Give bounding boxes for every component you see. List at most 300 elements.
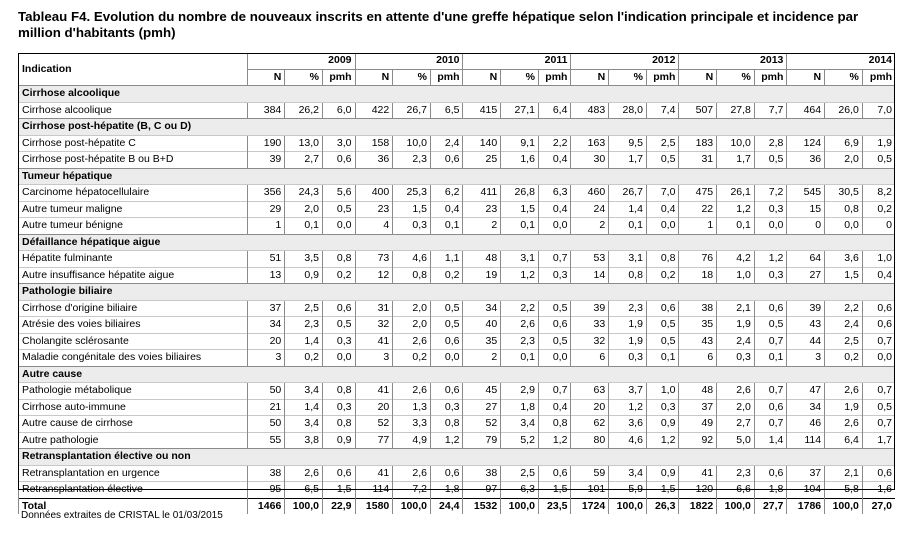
table-cell: 464	[787, 102, 825, 119]
table-cell: 45	[463, 383, 501, 400]
table-cell: 3,6	[609, 416, 647, 433]
total-cell: 1580	[355, 498, 393, 514]
table-cell: 2,3	[285, 317, 323, 334]
table-cell: 0,0	[862, 350, 895, 367]
table-cell: 2	[463, 350, 501, 367]
table-cell: 1,8	[754, 482, 787, 499]
table-cell: 0,5	[430, 300, 463, 317]
table-cell: 0,2	[646, 267, 679, 284]
table-cell: 0,6	[430, 152, 463, 169]
table-cell: 0,7	[862, 333, 895, 350]
table-cell: 10,0	[717, 135, 755, 152]
row-label: Cirrhose auto-immune	[19, 399, 248, 416]
table-cell: 0,0	[825, 218, 863, 235]
table-cell: 2,7	[717, 416, 755, 433]
table-cell: 80	[571, 432, 609, 449]
table-cell: 0,4	[538, 201, 571, 218]
table-cell: 73	[355, 251, 393, 268]
table-row	[19, 416, 896, 433]
row-label: Cirrhose post-hépatite B ou B+D	[19, 152, 248, 169]
table-cell: 49	[679, 416, 717, 433]
table-row	[19, 267, 896, 284]
table-cell: 9,5	[609, 135, 647, 152]
table-cell: 1,3	[393, 399, 431, 416]
total-cell: 100,0	[285, 498, 323, 514]
table-cell: 3,6	[825, 251, 863, 268]
table-cell: 124	[787, 135, 825, 152]
total-cell: 27,0	[862, 498, 895, 514]
footnote: Données extraites de CRISTAL le 01/03/2015	[21, 510, 223, 521]
table-cell: 2,3	[717, 465, 755, 482]
table-cell: 2,4	[825, 317, 863, 334]
table-cell: 4,6	[393, 251, 431, 268]
category-row	[19, 168, 896, 185]
table-cell: 0,4	[538, 399, 571, 416]
table-cell: 27	[463, 399, 501, 416]
table-cell: 1,0	[717, 267, 755, 284]
table-cell: 39	[787, 300, 825, 317]
table-cell: 0,3	[430, 399, 463, 416]
table-cell: 0,1	[430, 218, 463, 235]
table-cell: 1,2	[754, 251, 787, 268]
table-cell: 23	[355, 201, 393, 218]
table-cell: 53	[571, 251, 609, 268]
table-cell: 3,4	[285, 416, 323, 433]
table-cell: 48	[463, 251, 501, 268]
table-cell: 0,2	[430, 267, 463, 284]
table-cell: 41	[355, 383, 393, 400]
table-cell: 2,6	[393, 383, 431, 400]
table-cell: 140	[463, 135, 501, 152]
header-row-years	[19, 53, 896, 69]
category-row	[19, 366, 896, 383]
table-cell: 0,6	[754, 300, 787, 317]
category-row	[19, 86, 896, 103]
table-cell: 2,5	[501, 465, 539, 482]
table-cell: 34	[247, 317, 285, 334]
table-cell: 0,3	[323, 333, 356, 350]
table-cell: 25,3	[393, 185, 431, 202]
subheader-percent: %	[825, 69, 863, 86]
table-cell: 31	[679, 152, 717, 169]
table-cell: 1,8	[501, 399, 539, 416]
table-cell: 0,6	[430, 383, 463, 400]
year-spacer	[463, 53, 501, 69]
table-cell: 24	[571, 201, 609, 218]
table-cell: 1,0	[862, 251, 895, 268]
table-cell: 5,8	[825, 482, 863, 499]
table-cell: 0,0	[323, 218, 356, 235]
table-cell: 0,5	[646, 317, 679, 334]
table-cell: 1,2	[430, 432, 463, 449]
table-cell: 4,9	[393, 432, 431, 449]
table-cell: 0,5	[538, 333, 571, 350]
table-cell: 0,7	[754, 416, 787, 433]
table-cell: 40	[463, 317, 501, 334]
table-cell: 10,0	[393, 135, 431, 152]
table-cell: 19	[463, 267, 501, 284]
table-cell: 0,3	[538, 267, 571, 284]
table-cell: 5,6	[323, 185, 356, 202]
table-cell: 0,0	[323, 350, 356, 367]
table-cell: 1,2	[646, 432, 679, 449]
category-row	[19, 234, 896, 251]
table-cell: 0,1	[754, 350, 787, 367]
total-cell: 24,4	[430, 498, 463, 514]
table-cell: 0	[862, 218, 895, 235]
subheader-n: N	[787, 69, 825, 86]
table-cell: 52	[463, 416, 501, 433]
category-label: Autre cause	[19, 366, 896, 383]
table-cell: 422	[355, 102, 393, 119]
table-cell: 21	[247, 399, 285, 416]
subheader-n: N	[679, 69, 717, 86]
category-row	[19, 119, 896, 136]
table-cell: 26,0	[825, 102, 863, 119]
table-cell: 3,4	[285, 383, 323, 400]
table-cell: 3,1	[501, 251, 539, 268]
table-cell: 1,7	[717, 152, 755, 169]
table-cell: 3,0	[323, 135, 356, 152]
table-cell: 0,5	[646, 152, 679, 169]
table-cell: 55	[247, 432, 285, 449]
table-row	[19, 251, 896, 268]
table-cell: 2,6	[393, 333, 431, 350]
subheader-pmh: pmh	[862, 69, 895, 86]
subheader-n: N	[355, 69, 393, 86]
table-cell: 0,2	[825, 350, 863, 367]
table-cell: 1,9	[825, 399, 863, 416]
table-cell: 51	[247, 251, 285, 268]
table-cell: 7,0	[862, 102, 895, 119]
table-cell: 0,8	[609, 267, 647, 284]
year-spacer	[679, 53, 717, 69]
total-cell: 26,3	[646, 498, 679, 514]
table-cell: 6,3	[501, 482, 539, 499]
table-cell: 36	[355, 152, 393, 169]
table-cell: 3,7	[609, 383, 647, 400]
table-cell: 4,2	[717, 251, 755, 268]
table-cell: 0,0	[538, 350, 571, 367]
subheader-n: N	[571, 69, 609, 86]
table-cell: 0,8	[323, 416, 356, 433]
table-cell: 0,0	[754, 218, 787, 235]
table-cell: 0,5	[323, 201, 356, 218]
row-label: Cirrhose d'origine biliaire	[19, 300, 248, 317]
table-cell: 0,6	[323, 152, 356, 169]
table-cell: 2,7	[285, 152, 323, 169]
subheader-percent: %	[609, 69, 647, 86]
table-cell: 95	[247, 482, 285, 499]
table-cell: 0,6	[538, 465, 571, 482]
table-cell: 26,1	[717, 185, 755, 202]
total-cell: 100,0	[717, 498, 755, 514]
year-spacer	[825, 53, 863, 69]
data-table	[18, 53, 895, 514]
table-cell: 1,5	[538, 482, 571, 499]
table-cell: 20	[355, 399, 393, 416]
subheader-n: N	[247, 69, 285, 86]
table-cell: 0	[787, 218, 825, 235]
table-cell: 163	[571, 135, 609, 152]
table-cell: 0,6	[323, 465, 356, 482]
table-cell: 0,5	[323, 317, 356, 334]
table-cell: 0,6	[430, 465, 463, 482]
table-cell: 356	[247, 185, 285, 202]
subheader-percent: %	[717, 69, 755, 86]
table-cell: 3	[247, 350, 285, 367]
table-cell: 0,3	[754, 267, 787, 284]
table-cell: 12	[355, 267, 393, 284]
table-cell: 36	[787, 152, 825, 169]
table-cell: 0,5	[862, 399, 895, 416]
table-cell: 0,8	[323, 383, 356, 400]
table-cell: 3,4	[609, 465, 647, 482]
table-cell: 0,3	[717, 350, 755, 367]
total-label: Total	[19, 498, 248, 514]
table-cell: 2,2	[501, 300, 539, 317]
table-cell: 1,0	[646, 383, 679, 400]
table-cell: 52	[355, 416, 393, 433]
table-cell: 0,1	[609, 218, 647, 235]
table-cell: 1	[247, 218, 285, 235]
year-spacer	[247, 53, 285, 69]
total-cell: 1786	[787, 498, 825, 514]
table-cell: 7,7	[754, 102, 787, 119]
table-cell: 1,4	[285, 333, 323, 350]
table-cell: 0,6	[538, 317, 571, 334]
table-cell: 0,3	[323, 399, 356, 416]
total-cell: 1822	[679, 498, 717, 514]
table-cell: 2,4	[717, 333, 755, 350]
total-cell: 22,9	[323, 498, 356, 514]
year-header: 2014	[868, 54, 892, 67]
table-cell: 2,8	[754, 135, 787, 152]
table-cell: 158	[355, 135, 393, 152]
table-cell: 0,5	[430, 317, 463, 334]
year-header: 2011	[544, 54, 568, 67]
table-cell: 43	[679, 333, 717, 350]
table-cell: 114	[355, 482, 393, 499]
table-cell: 46	[787, 416, 825, 433]
table-cell: 6	[571, 350, 609, 367]
table-cell: 0,9	[285, 267, 323, 284]
table-cell: 2,0	[393, 317, 431, 334]
table-cell: 30,5	[825, 185, 863, 202]
table-cell: 2,1	[717, 300, 755, 317]
table-cell: 18	[679, 267, 717, 284]
table-cell: 5,2	[501, 432, 539, 449]
table-cell: 24,3	[285, 185, 323, 202]
total-cell: 100,0	[393, 498, 431, 514]
row-label: Cirrhose post-hépatite C	[19, 135, 248, 152]
table-cell: 6,4	[538, 102, 571, 119]
table-cell: 0,2	[862, 201, 895, 218]
subheader-percent: %	[285, 69, 323, 86]
table-cell: 0,6	[754, 465, 787, 482]
table-cell: 104	[787, 482, 825, 499]
table-cell: 0,2	[285, 350, 323, 367]
table-cell: 8,2	[862, 185, 895, 202]
subheader-percent: %	[501, 69, 539, 86]
row-label: Autre cause de cirrhose	[19, 416, 248, 433]
table-cell: 6,3	[538, 185, 571, 202]
table-cell: 475	[679, 185, 717, 202]
table-cell: 7,2	[393, 482, 431, 499]
table-cell: 384	[247, 102, 285, 119]
table-cell: 0,6	[646, 300, 679, 317]
table-cell: 507	[679, 102, 717, 119]
total-cell: 100,0	[825, 498, 863, 514]
table-cell: 79	[463, 432, 501, 449]
table-cell: 1,5	[393, 201, 431, 218]
table-cell: 39	[571, 300, 609, 317]
table-cell: 23	[463, 201, 501, 218]
category-label: Cirrhose post-hépatite (B, C ou D)	[19, 119, 896, 136]
table-cell: 1,5	[501, 201, 539, 218]
table-cell: 35	[679, 317, 717, 334]
row-label: Hépatite fulminante	[19, 251, 248, 268]
table-cell: 0,5	[538, 300, 571, 317]
table-cell: 0,3	[646, 399, 679, 416]
table-cell: 2,0	[825, 152, 863, 169]
table-cell: 0,1	[285, 218, 323, 235]
subheader-pmh: pmh	[323, 69, 356, 86]
table-cell: 20	[247, 333, 285, 350]
table-cell: 0,1	[501, 218, 539, 235]
year-header: 2010	[436, 54, 460, 67]
table-cell: 26,8	[501, 185, 539, 202]
table-cell: 50	[247, 416, 285, 433]
table-cell: 2	[463, 218, 501, 235]
table-cell: 6	[679, 350, 717, 367]
table-cell: 13,0	[285, 135, 323, 152]
table-cell: 2,6	[825, 416, 863, 433]
table-row	[19, 102, 896, 119]
table-row	[19, 300, 896, 317]
table-cell: 2,3	[609, 300, 647, 317]
table-cell: 6,2	[430, 185, 463, 202]
table-cell: 1,6	[862, 482, 895, 499]
table-cell: 0,8	[430, 416, 463, 433]
table-cell: 0,3	[754, 201, 787, 218]
year-spacer	[787, 53, 825, 69]
year-spacer	[717, 53, 755, 69]
total-cell: 1724	[571, 498, 609, 514]
table-cell: 28,0	[609, 102, 647, 119]
table-cell: 0,8	[393, 267, 431, 284]
table-cell: 0,9	[323, 432, 356, 449]
table-cell: 37	[679, 399, 717, 416]
table-cell: 26,7	[609, 185, 647, 202]
row-label: Autre pathologie	[19, 432, 248, 449]
subheader-pmh: pmh	[754, 69, 787, 86]
table-cell: 63	[571, 383, 609, 400]
table-cell: 33	[571, 317, 609, 334]
table-row	[19, 465, 896, 482]
table-cell: 0,7	[538, 251, 571, 268]
table-cell: 0,3	[609, 350, 647, 367]
table-cell: 400	[355, 185, 393, 202]
table-cell: 1	[679, 218, 717, 235]
table-row	[19, 350, 896, 367]
table-cell: 30	[571, 152, 609, 169]
row-label: Pathologie métabolique	[19, 383, 248, 400]
table-cell: 62	[571, 416, 609, 433]
table-cell: 2,2	[538, 135, 571, 152]
table-cell: 41	[355, 333, 393, 350]
table-cell: 415	[463, 102, 501, 119]
row-label: Retransplantation élective	[19, 482, 248, 499]
table-row	[19, 399, 896, 416]
year-header: 2013	[760, 54, 784, 67]
table-cell: 76	[679, 251, 717, 268]
table-cell: 2,6	[393, 465, 431, 482]
table-cell: 120	[679, 482, 717, 499]
table-cell: 1,5	[646, 482, 679, 499]
table-cell: 1,9	[609, 317, 647, 334]
table-cell: 1,6	[501, 152, 539, 169]
table-cell: 1,4	[285, 399, 323, 416]
table-cell: 35	[463, 333, 501, 350]
table-row	[19, 333, 896, 350]
table-cell: 0,8	[825, 201, 863, 218]
row-label: Retransplantation en urgence	[19, 465, 248, 482]
table-cell: 0,2	[323, 267, 356, 284]
table-cell: 1,7	[862, 432, 895, 449]
table-cell: 1,7	[609, 152, 647, 169]
table-cell: 0,5	[646, 333, 679, 350]
table-cell: 0,6	[323, 300, 356, 317]
table-cell: 4,6	[609, 432, 647, 449]
table-cell: 1,4	[754, 432, 787, 449]
table-cell: 2,3	[501, 333, 539, 350]
total-cell: 1466	[247, 498, 285, 514]
table-cell: 97	[463, 482, 501, 499]
table-cell: 6,9	[825, 135, 863, 152]
table-cell: 2,6	[825, 383, 863, 400]
total-cell: 27,7	[754, 498, 787, 514]
table-title: Tableau F4. Evolution du nombre de nouveaux inscrits en attente d'une greffe hépatique selon l'indication principale et incidence par million d'habitants (pmh)	[18, 9, 859, 40]
year-header: 2012	[652, 54, 676, 67]
category-label: Défaillance hépatique aigue	[19, 234, 896, 251]
table-row	[19, 218, 896, 235]
table-cell: 2,6	[501, 317, 539, 334]
table-cell: 0,7	[754, 383, 787, 400]
table-cell: 0,7	[538, 383, 571, 400]
table-cell: 3,4	[501, 416, 539, 433]
row-label: Autre tumeur maligne	[19, 201, 248, 218]
table-cell: 1,8	[430, 482, 463, 499]
table-cell: 7,4	[646, 102, 679, 119]
table-cell: 3,5	[285, 251, 323, 268]
table-cell: 1,5	[825, 267, 863, 284]
table-cell: 5,0	[717, 432, 755, 449]
table-row	[19, 383, 896, 400]
subheader-percent: %	[393, 69, 431, 86]
table-row	[19, 482, 896, 499]
table-cell: 2,0	[285, 201, 323, 218]
table-cell: 483	[571, 102, 609, 119]
table-cell: 37	[787, 465, 825, 482]
table-cell: 7,2	[754, 185, 787, 202]
table-cell: 3	[355, 350, 393, 367]
table-cell: 27	[787, 267, 825, 284]
table-cell: 38	[247, 465, 285, 482]
year-spacer	[609, 53, 647, 69]
table-cell: 2,9	[501, 383, 539, 400]
table-cell: 0,7	[862, 416, 895, 433]
